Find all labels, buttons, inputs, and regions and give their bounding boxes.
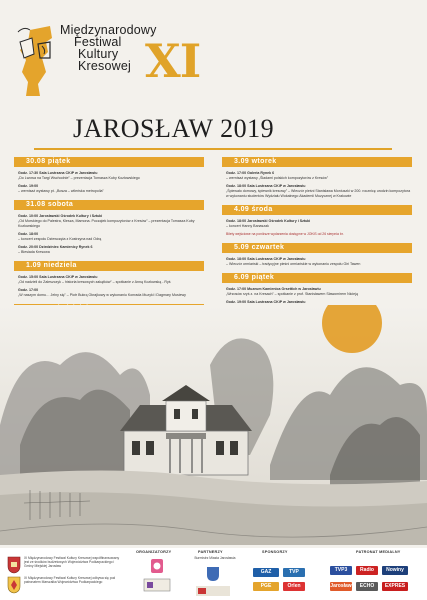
event-description: – wernisaż wystawy pt. „Bosza – wileńska metropolia” [18,189,104,193]
event-entry [222,219,412,229]
schedule-day [14,200,204,255]
event-place: Sala Lustrzana CKiP w Jarosławiu [39,171,98,175]
event-entry [222,287,412,297]
event-place: Galeria Rynek 6 [247,171,275,175]
day-heading: 6.09 piątek [222,273,412,283]
media-logo-2: Radio [356,566,378,575]
day-heading: 3.09 wtorek [222,157,412,167]
event-time: Godz. 18:00 [18,232,39,236]
title-line-4: Kresowej [78,59,132,73]
manor-illustration [0,305,427,545]
title-line-2: Festiwal [74,35,122,49]
ticket-note: Bilety wejściowe na poniższe wydarzenia dostępne w JOKiS od 26 sierpnia br. [226,232,344,236]
sponsors-heading: SPONSORZY [262,550,288,554]
organizer-logo-2-icon [143,578,171,592]
coat-of-arms-icon [7,556,21,574]
partner-logo-icon [206,566,220,582]
schedule-right-column [222,157,412,316]
day-heading: 31.08 sobota [14,200,204,210]
media-logo-5: ECHO [356,582,378,591]
header-divider [34,148,392,150]
event-entry [14,214,204,229]
event-description: – Wieczór ormiański – tradycyjne pieśni ormiańskie w wykonaniu zespołu Giri Tawen [226,262,361,266]
event-description: „W naszym domu… Jelny się” – Piotr Bukrą Okrajkowy w wykonaniu Konrada Muzyki i Dagmary Musiewy [18,293,186,297]
event-time: Godz. 18:00 [226,257,247,261]
schedule-day [14,261,204,298]
event-description: „Do Lwowa na Targi Wschodnie” – prezentacja Tomasza Kuby Kozłowskiego [18,176,140,180]
schedule-day [222,243,412,267]
partner-note: Burmistrz Miasta Jarosławia [194,556,236,560]
event-entry [14,275,204,285]
sponsor-logo-2: TVP [283,568,305,577]
city-year: JAROSŁAW 2019 [73,114,275,143]
event-time: Godz. 17:00 [226,171,247,175]
schedule-day [222,157,412,199]
partners-heading: PARTNERZY [198,550,223,554]
organizers-heading: ORGANIZATORZY [136,550,172,554]
event-entry [222,257,412,267]
edition-number: XI [145,34,201,88]
event-time: Godz. 19:00 [18,184,39,188]
event-description: „Od nadzieli do Zaleszczyk – historia kresowych zakątków” – spotkanie z Anną Kozłowską - Ryś [18,280,171,284]
title-line-3: Kultury [78,47,119,61]
event-place: Sala Lustrzana CKiP w Jarosławiu [39,275,98,279]
sponsor-logo-4: Orlen [283,582,305,591]
event-time: Godz. 17:00 [18,288,39,292]
event-entry [14,184,204,194]
partner-logo-2-icon [196,586,230,596]
sponsor-logo-3: PGE [253,582,279,591]
event-place: Dziedziniec Kamienicy Rynek 6 [39,245,93,249]
event-place: Muzeum Kamienica Orsettich w Jarosławiu [247,287,321,291]
event-entry [14,232,204,242]
event-entry [14,171,204,181]
media-logo-3: Nowiny [382,566,408,575]
event-time: Godz. 17:30 [18,171,39,175]
title-line-1: Międzynarodowy [60,23,157,37]
event-time: Godz. 20:00 [18,245,39,249]
event-entry [222,171,412,181]
event-time: Godz. 10:00 [18,214,39,218]
event-time: Godz. 17:00 [226,287,247,291]
event-place: Sala Lustrzana CKiP w Jarosławiu [247,257,306,261]
event-place: Jarosławski Ośrodek Kultury i Sztuki [247,219,311,223]
voivodeship-logo-icon [7,576,21,594]
event-entry [14,245,204,255]
day-heading: 1.09 niedziela [14,261,204,271]
event-time: Godz. 15:00 [18,275,39,279]
festival-logo-icon [16,24,62,98]
event-description: „Wrzosów rzyś z. na Kresach” – spotkanie z prof. Stanisławem Sławomirem Nicieją [226,292,358,296]
schedule-day [14,157,204,194]
event-place: Sala Lustrzana CKiP w Jarosławiu [247,300,306,304]
organizer-logo-icon [150,558,164,574]
day-heading: 4.09 środa [222,205,412,215]
event-description: – Biesiada Kresowa [18,250,50,254]
event-time: Godz. 19:00 [226,300,247,304]
event-place: Jarosławski Ośrodek Kultury i Sztuki [39,214,103,218]
event-description: „Śpiewało domowy, śpiewnik kresowy” – Wieczór pieśni Stanisława Moniuszki w 200. rocznicę urodzin kompozytora w wykonaniu studentów Wydziału Wokalnego Akademii Muzycznej w Krakowie [226,189,411,198]
media-logo-4: Jarosław [330,583,352,589]
event-entry [14,288,204,298]
event-entry [222,184,412,199]
event-description: – wernisaż wystawy „Śladami polskich kompozytorów z Kresów” [226,176,329,180]
event-description: – koncert Hanny Banaszak [226,224,269,228]
event-place: Sala Lustrzana CKiP w Jarosławiu [247,184,306,188]
schedule-day [222,205,412,237]
day-heading: 5.09 czwartek [222,243,412,253]
footer-funding-note: XI Międzynarodowy Festiwal Kultury Kresowej współfinansowany jest ze środków budżetowych Województwa Podkarpackiego i Gminy Miejskiej Jarosław [24,556,120,569]
event-description: „Od Morskiego do Palestra, Klesza, Mamona. Początek kompozytorów z Kresów” – prezentacja Tomasza Kuby Kozłowskiego [18,219,195,228]
event-time: Godz. 18:00 [226,219,247,223]
media-logo-6: EXPRES [382,582,408,591]
day-heading: 30.08 piątek [14,157,204,167]
sponsor-logo-1: GAZ [253,568,279,577]
media-heading: PATRONAT MEDIALNY [356,550,401,554]
event-time: Godz. 18:00 [226,184,247,188]
footer-patronage-note: XI Międzynarodowy Festiwal Kultury Kresowej odbywa się pod patronatem Marszałka Województwa Podkarpackiego [24,576,116,585]
event-description: – koncert zespołu Dziewczęta z Kostrzyna nad Odrą [18,237,102,241]
media-logo-1: TVP3 [330,566,352,575]
